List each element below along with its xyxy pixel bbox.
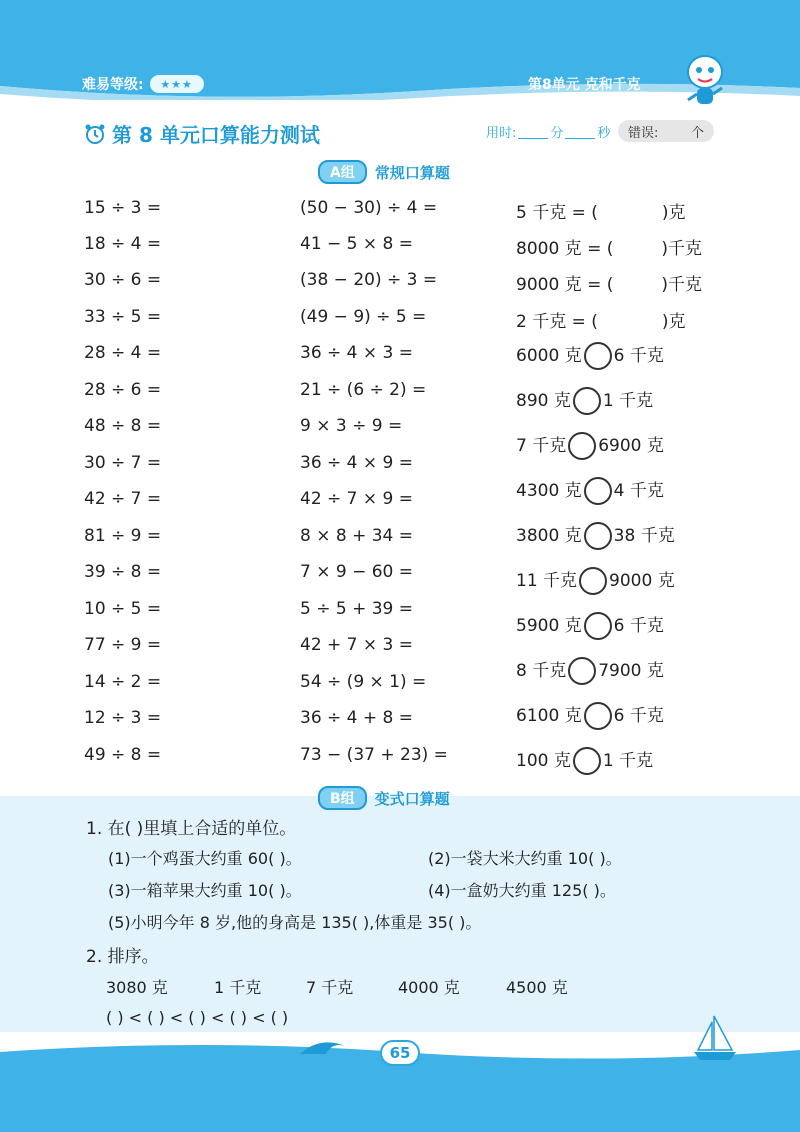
- question-1-part-3: (3)一箱苹果大约重 10( )。: [108, 881, 302, 900]
- compare-circle[interactable]: [584, 702, 612, 730]
- page-title: [84, 119, 320, 148]
- sort-item: 4500 克: [506, 978, 568, 997]
- weight-compare-problem: [516, 746, 653, 775]
- question-1-part-5: (5)小明今年 8 岁,他的身高是 135( ),体重是 35( )。: [108, 913, 482, 932]
- mixed-problem: (49 − 9) ÷ 5 =: [300, 307, 427, 327]
- compare-circle[interactable]: [568, 657, 596, 685]
- division-problem: 49 ÷ 8 =: [84, 745, 162, 765]
- weight-compare-problem: [516, 566, 675, 595]
- question-1-part-4: (4)一盒奶大约重 125( )。: [428, 881, 616, 900]
- mixed-problem: 54 ÷ (9 × 1) =: [300, 672, 427, 692]
- compare-circle[interactable]: [584, 477, 612, 505]
- compare-left: 7 千克: [516, 436, 567, 456]
- sort-item: 7 千克: [306, 978, 354, 997]
- division-problem: 48 ÷ 8 =: [84, 416, 162, 436]
- division-problem: 28 ÷ 6 =: [84, 380, 162, 400]
- conversion-left: 2 千克 = (: [516, 312, 598, 332]
- mixed-problem: (50 − 30) ÷ 4 =: [300, 198, 438, 218]
- conversion-left: 8000 克 = (: [516, 239, 614, 259]
- star-rating-icon: ★★★: [150, 75, 204, 93]
- compare-circle[interactable]: [584, 612, 612, 640]
- weight-compare-problem: [516, 611, 664, 640]
- division-problem: 30 ÷ 7 =: [84, 453, 162, 473]
- mixed-problem: 42 ÷ 7 × 9 =: [300, 489, 414, 509]
- weight-compare-problem: [516, 341, 664, 370]
- division-problem: 15 ÷ 3 =: [84, 198, 162, 218]
- conversion-right: )克: [661, 203, 686, 223]
- question-1-part-1: (1)一个鸡蛋大约重 60( )。: [108, 849, 302, 868]
- group-a-title: 常规口算题: [374, 163, 450, 182]
- division-problem: 42 ÷ 7 =: [84, 489, 162, 509]
- compare-left: 3800 克: [516, 526, 582, 546]
- compare-right: 7900 克: [598, 661, 664, 681]
- mixed-problem: 7 × 9 − 60 =: [300, 562, 414, 582]
- division-problem: 18 ÷ 4 =: [84, 234, 162, 254]
- mixed-problem: 41 − 5 × 8 =: [300, 234, 414, 254]
- group-a-badge: A组: [318, 160, 367, 184]
- error-unit: 个: [690, 125, 704, 141]
- weight-compare-problem: [516, 521, 675, 550]
- compare-circle[interactable]: [573, 387, 601, 415]
- time-label: 用时:: [486, 126, 517, 141]
- page-title-text: 第 8 单元口算能力测试: [112, 123, 320, 147]
- compare-left: 6000 克: [516, 346, 582, 366]
- alarm-clock-icon: [84, 123, 106, 145]
- weight-compare-problem: [516, 476, 664, 505]
- sailboat-icon: [690, 1012, 740, 1062]
- compare-right: 1 千克: [602, 391, 654, 411]
- mixed-problem: 73 − (37 + 23) =: [300, 745, 448, 765]
- unit-label: 第8单元 克和千克: [528, 77, 641, 93]
- mixed-problem: 42 + 7 × 3 =: [300, 635, 414, 655]
- unit-conversion-problem: [516, 198, 686, 223]
- sort-item: 4000 克: [398, 978, 460, 997]
- division-problem: 77 ÷ 9 =: [84, 635, 162, 655]
- seconds-blank[interactable]: [565, 124, 595, 139]
- conversion-right: )千克: [661, 275, 702, 295]
- question-1: 1. 在( )里填上合适的单位。: [86, 819, 297, 839]
- weight-compare-problem: [516, 431, 664, 460]
- group-b-title: 变式口算题: [374, 789, 450, 808]
- division-problem: 81 ÷ 9 =: [84, 526, 162, 546]
- compare-right: 6900 克: [598, 436, 664, 456]
- weight-compare-problem: [516, 656, 664, 685]
- conversion-right: )克: [661, 312, 686, 332]
- compare-left: 890 克: [516, 391, 571, 411]
- division-problem: 39 ÷ 8 =: [84, 562, 162, 582]
- division-problem: 28 ÷ 4 =: [84, 343, 162, 363]
- error-label: 错误:: [628, 125, 659, 141]
- mixed-problem: (38 − 20) ÷ 3 =: [300, 270, 438, 290]
- conversion-right: )千克: [661, 239, 702, 259]
- compare-left: 8 千克: [516, 661, 567, 681]
- compare-right: 6 千克: [613, 616, 664, 636]
- mixed-problem: 8 × 8 + 34 =: [300, 526, 414, 546]
- mixed-problem: 36 ÷ 4 × 9 =: [300, 453, 414, 473]
- division-problem: 30 ÷ 6 =: [84, 270, 162, 290]
- weight-compare-problem: [516, 386, 653, 415]
- unit-conversion-problem: [516, 270, 702, 295]
- compare-circle[interactable]: [584, 522, 612, 550]
- unit-conversion-problem: [516, 234, 702, 259]
- compare-right: 4 千克: [613, 481, 664, 501]
- compare-left: 6100 克: [516, 706, 582, 726]
- compare-circle[interactable]: [579, 567, 607, 595]
- compare-right: 1 千克: [602, 751, 654, 771]
- compare-right: 6 千克: [613, 706, 664, 726]
- compare-left: 100 克: [516, 751, 571, 771]
- mixed-problem: 5 ÷ 5 + 39 =: [300, 599, 414, 619]
- division-problem: 12 ÷ 3 =: [84, 708, 162, 728]
- mixed-problem: 9 × 3 ÷ 9 =: [300, 416, 403, 436]
- conversion-left: 5 千克 = (: [516, 203, 598, 223]
- sort-item: 1 千克: [214, 978, 262, 997]
- compare-right: 38 千克: [613, 526, 675, 546]
- group-b-badge: B组: [318, 786, 367, 810]
- compare-right: 9000 克: [609, 571, 675, 591]
- question-2: 2. 排序。: [86, 947, 159, 967]
- sort-item: 3080 克: [106, 978, 168, 997]
- minutes-label: 分: [550, 126, 564, 141]
- weight-compare-problem: [516, 701, 664, 730]
- division-problem: 14 ÷ 2 =: [84, 672, 162, 692]
- time-used: [486, 122, 610, 141]
- division-problem: 33 ÷ 5 =: [84, 307, 162, 327]
- difficulty-label: 难易等级:: [82, 77, 144, 93]
- difficulty-indicator: [82, 74, 204, 94]
- mixed-problem: 21 ÷ (6 ÷ 2) =: [300, 380, 427, 400]
- page-number: 65: [380, 1040, 420, 1066]
- compare-left: 11 千克: [516, 571, 578, 591]
- conversion-left: 9000 克 = (: [516, 275, 614, 295]
- compare-circle[interactable]: [584, 342, 612, 370]
- error-count-box[interactable]: [618, 120, 714, 142]
- unit-conversion-problem: [516, 307, 686, 332]
- mixed-problem: 36 ÷ 4 + 8 =: [300, 708, 414, 728]
- division-problem: 10 ÷ 5 =: [84, 599, 162, 619]
- question-1-part-2: (2)一袋大米大约重 10( )。: [428, 849, 622, 868]
- group-b-header: [318, 786, 450, 810]
- seconds-label: 秒: [597, 126, 611, 141]
- mascot-icon: [682, 50, 728, 112]
- mixed-problem: 36 ÷ 4 × 3 =: [300, 343, 414, 363]
- compare-circle[interactable]: [568, 432, 596, 460]
- compare-left: 4300 克: [516, 481, 582, 501]
- compare-left: 5900 克: [516, 616, 582, 636]
- minutes-blank[interactable]: [518, 124, 548, 139]
- group-a-header: [318, 160, 450, 184]
- sort-answer-line[interactable]: ( ) < ( ) < ( ) < ( ) < ( ): [106, 1008, 289, 1027]
- compare-right: 6 千克: [613, 346, 664, 366]
- compare-circle[interactable]: [573, 747, 601, 775]
